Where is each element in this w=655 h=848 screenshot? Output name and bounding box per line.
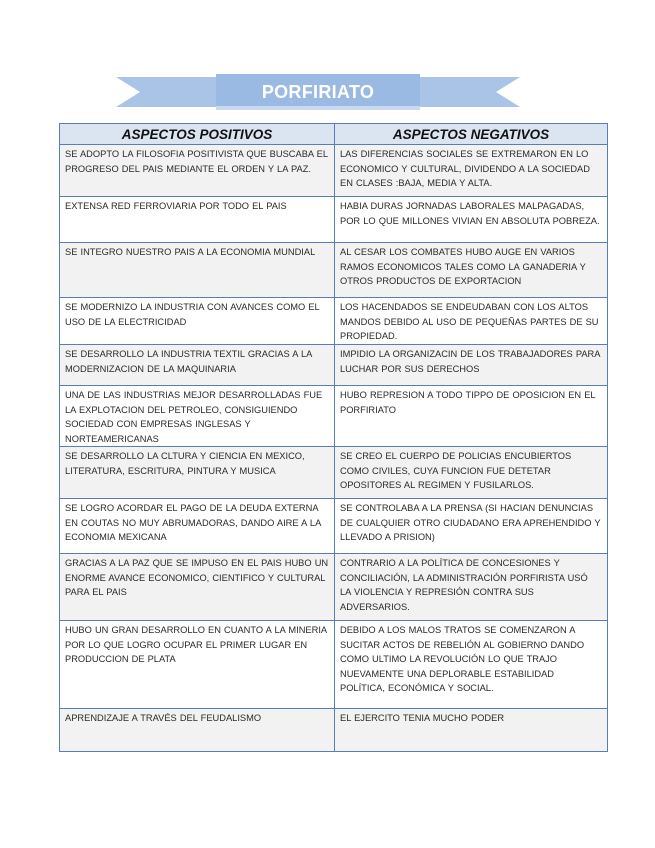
positive-cell: HUBO UN GRAN DESARROLLO EN CUANTO A LA MINERIA POR LO QUE LOGRO OCUPAR EL PRIMER LUGAR EN PRODUCCION DE PLATA: [60, 621, 335, 709]
negative-cell: LAS DIFERENCIAS SOCIALES SE EXTREMARON EN LO ECONOMICO Y CULTURAL, DIVIDENDO A LA SOCIEDAD EN CLASES :BAJA, MEDIA Y ALTA.: [335, 145, 608, 197]
positive-cell: SE DESARROLLO LA CLTURA Y CIENCIA EN MEXICO, LITERATURA, ESCRITURA, PINTURA Y MUSICA: [60, 447, 335, 499]
table-row: [60, 621, 608, 709]
negative-cell: DEBIDO A LOS MALOS TRATOS SE COMENZARON A SUCITAR ACTOS DE REBELIÓN AL GOBIERNO DANDO COMO ULTIMO LA REVOLUCIÓN LO QUE TRAJO NUEVAMENTE UNA DEPLORABLE ESTABILIDAD POLÍTICA, ECONÓMICA Y SOCIAL.: [335, 621, 608, 709]
table-header-row: [60, 124, 608, 145]
negative-cell: HUBO REPRESION A TODO TIPPO DE OPOSICION EN EL PORFIRIATO: [335, 386, 608, 447]
positive-cell: SE INTEGRO NUESTRO PAIS A LA ECONOMIA MUNDIAL: [60, 243, 335, 298]
negative-cell: SE CONTROLABA A LA PRENSA (SI HACIAN DENUNCIAS DE CUALQUIER OTRO CIUDADANO ERA APREHENDIDO Y LLEVADO A PRISION): [335, 499, 608, 554]
header-positive: ASPECTOS POSITIVOS: [60, 124, 335, 145]
header-negative: ASPECTOS NEGATIVOS: [335, 124, 608, 145]
aspects-table: [59, 123, 608, 752]
table-row: [60, 197, 608, 243]
table-row: [60, 345, 608, 386]
negative-cell: EL EJERCITO TENIA MUCHO PODER: [335, 709, 608, 752]
positive-cell: SE DESARROLLO LA INDUSTRIA TEXTIL GRACIAS A LA MODERNIZACION DE LA MAQUINARIA: [60, 345, 335, 386]
table-row: [60, 447, 608, 499]
positive-cell: SE ADOPTO LA FILOSOFIA POSITIVISTA QUE BUSCABA EL PROGRESO DEL PAIS MEDIANTE EL ORDEN Y LA PAZ.: [60, 145, 335, 197]
negative-cell: AL CESAR LOS COMBATES HUBO AUGE EN VARIOS RAMOS ECONOMICOS TALES COMO LA GANADERIA Y OTROS PRODUCTOS DE EXPORTACION: [335, 243, 608, 298]
table-row: [60, 243, 608, 298]
table-row: [60, 145, 608, 197]
negative-cell: CONTRARIO A LA POLÍTICA DE CONCESIONES Y CONCILIACIÓN, LA ADMINISTRACIÓN PORFIRISTA USÓ LA VIOLENCIA Y REPRESIÓN CONTRA SUS ADVERSARIOS.: [335, 554, 608, 621]
positive-cell: UNA DE LAS INDUSTRIAS MEJOR DESARROLLADAS FUE LA EXPLOTACION DEL PETROLEO, CONSIGUIENDO SOCIEDAD CON EMPRESAS INGLESAS Y NORTEAMERICANAS: [60, 386, 335, 447]
table-row: [60, 386, 608, 447]
negative-cell: LOS HACENDADOS SE ENDEUDABAN CON LOS ALTOS MANDOS DEBIDO AL USO DE PEQUEÑAS PARTES DE SU PROPIEDAD.: [335, 298, 608, 345]
table-row: [60, 554, 608, 621]
negative-cell: SE CREO EL CUERPO DE POLICIAS ENCUBIERTOS COMO CIVILES, CUYA FUNCION FUE DETETAR OPOSITORES AL REGIMEN Y FUSILARLOS.: [335, 447, 608, 499]
title-banner: [116, 74, 520, 110]
table-row: [60, 499, 608, 554]
table-row: [60, 298, 608, 345]
positive-cell: SE MODERNIZO LA INDUSTRIA CON AVANCES COMO EL USO DE LA ELECTRICIDAD: [60, 298, 335, 345]
negative-cell: IMPIDIO LA ORGANIZACIN DE LOS TRABAJADORES PARA LUCHAR POR SUS DERECHOS: [335, 345, 608, 386]
positive-cell: EXTENSA RED FERROVIARIA POR TODO EL PAIS: [60, 197, 335, 243]
positive-cell: APRENDIZAJE A TRAVÉS DEL FEUDALISMO: [60, 709, 335, 752]
negative-cell: HABIA DURAS JORNADAS LABORALES MALPAGADAS, POR LO QUE MILLONES VIVIAN EN ABSOLUTA POBREZA.: [335, 197, 608, 243]
positive-cell: SE LOGRO ACORDAR EL PAGO DE LA DEUDA EXTERNA EN COUTAS NO MUY ABRUMADORAS, DANDO AIRE A LA ECONOMIA MEXICANA: [60, 499, 335, 554]
table-row: [60, 709, 608, 752]
positive-cell: GRACIAS A LA PAZ QUE SE IMPUSO EN EL PAIS HUBO UN ENORME AVANCE ECONOMICO, CIENTIFICO Y CULTURAL PARA EL PAIS: [60, 554, 335, 621]
page-title: PORFIRIATO: [261, 82, 375, 102]
